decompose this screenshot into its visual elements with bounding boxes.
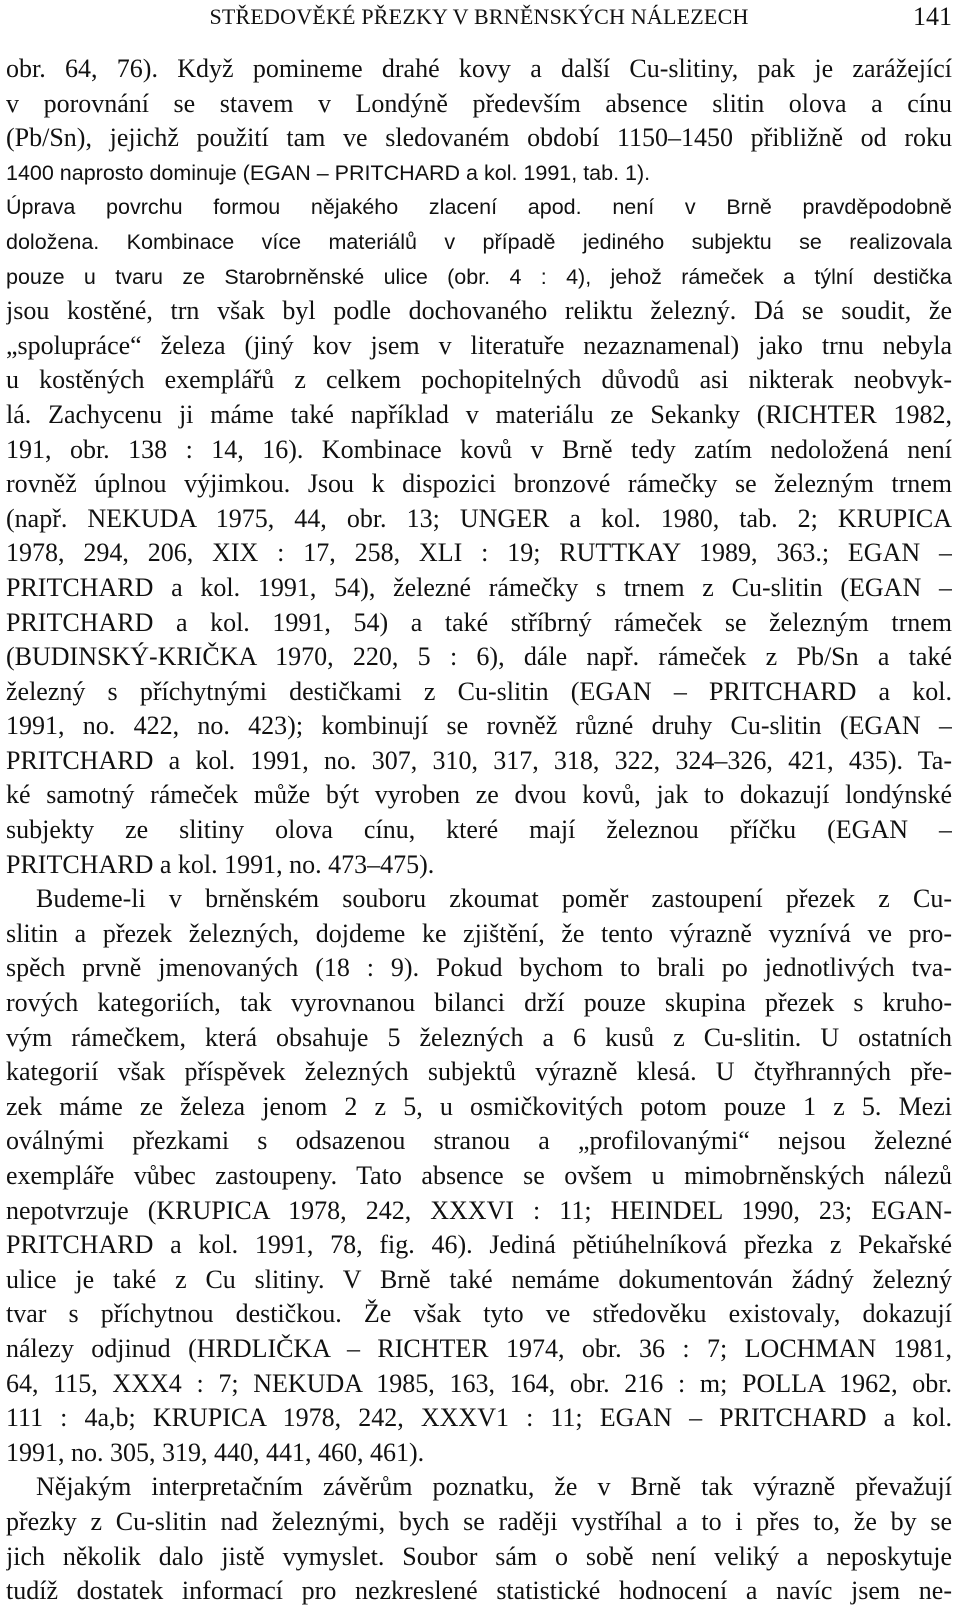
text-line: vým rámečkem, která obsahuje 5 železných a 6 kusů z Cu-slitin. U ostatních: [6, 1022, 952, 1052]
text-line: exempláře vůbec zastoupeny. Tato absence se ovšem u mimobrněnských nálezů: [6, 1161, 952, 1190]
text-line: Nějakým interpretačním závěrům poznatku, že v Brně tak výrazně převažují: [36, 1472, 952, 1502]
text-line: PRITCHARD a kol. 1991, 78, fig. 46). Jediná pětiúhelníková přezka z Pekařské: [6, 1230, 952, 1260]
text-line: PRITCHARD a kol. 1991, 54) a také stříbrný rámeček se železným trnem: [6, 607, 952, 637]
text-line: lá. Zachycenu ji máme také například v materiálu ze Sekanky (RICHTER 1982,: [6, 399, 952, 429]
running-title: STŘEDOVĚKÉ PŘEZKY V BRNĚNSKÝCH NÁLEZECH: [209, 4, 749, 29]
text-line: ulice je také z Cu slitiny. V Brně také nemáme dokumentován žádný železný: [6, 1264, 952, 1294]
text-line: Úprava povrchu formou nějakého zlacení apod. není v Brně pravděpodobně: [6, 195, 952, 220]
text-line: nepotvrzuje (KRUPICA 1978, 242, XXXVI : 11; HEINDEL 1990, 23; EGAN-: [6, 1195, 952, 1225]
text-line: 1978, 294, 206, XIX : 17, 258, XLI : 19; RUTTKAY 1989, 363.; EGAN –: [6, 538, 952, 568]
text-line: 191, obr. 138 : 14, 16). Kombinace kovů v Brně tedy zatím nedoložená není: [6, 434, 952, 464]
text-line: tvar s příchytnou destičkou. Že však tyto ve středověku existovaly, dokazují: [6, 1299, 952, 1329]
text-line: slitin a přezek železných, dojdeme ke zjištění, že tento výrazně vyznívá ve pro-: [6, 918, 952, 948]
text-line: u kostěných exemplářů z celkem pochopitelných důvodů asi nikterak neobvyk-: [6, 365, 952, 395]
text-line: ké samotný rámeček může být vyroben ze dvou kovů, jak to dokazují londýnské: [6, 780, 952, 810]
text-line: přezky z Cu-slitin nad železnými, bych se raději vystříhal a to i přes to, že by se: [6, 1506, 952, 1536]
text-line: PRITCHARD a kol. 1991, no. 307, 310, 317, 318, 322, 324–326, 421, 435). Ta-: [6, 745, 952, 775]
text-line: PRITCHARD a kol. 1991, 54), železné rámečky s trnem z Cu-slitin (EGAN –: [6, 572, 952, 602]
text-line: (např. NEKUDA 1975, 44, obr. 13; UNGER a kol. 1980, tab. 2; KRUPICA: [6, 503, 952, 533]
text-line: rových kategoriích, tak vyrovnanou bilanci drží pouze skupina přezek s kruho-: [6, 988, 952, 1018]
page-number: 141: [913, 2, 952, 31]
text-line: jsou kostěné, trn však byl podle dochovaného reliktu železný. Dá se soudit, že: [6, 296, 952, 326]
text-line: 1991, no. 305, 319, 440, 441, 460, 461).: [6, 1437, 425, 1467]
text-line: (Pb/Sn), jejichž použití tam ve sledovaném období 1150–1450 přibližně od roku: [6, 123, 952, 153]
text-line: Budeme-li v brněnském souboru zkoumat poměr zastoupení přezek z Cu-: [36, 884, 952, 914]
text-line: 1400 naprosto dominuje (EGAN – PRITCHARD a kol. 1991, tab. 1).: [6, 160, 651, 185]
text-line: PRITCHARD a kol. 1991, no. 473–475).: [6, 849, 435, 879]
text-line: pouze u tvaru ze Starobrněnské ulice (obr. 4 : 4), jehož rámeček a týlní destička: [6, 264, 952, 289]
text-line: doložena. Kombinace více materiálů v případě jediného subjektu se realizovala: [6, 229, 952, 254]
text-line: zek máme ze železa jenom 2 z 5, u osmičkovitých potom pouze 1 z 5. Mezi: [6, 1091, 952, 1121]
page-header: [6, 2, 952, 36]
text-line: kategorií však příspěvek železných subjektů výrazně klesá. U čtyřhranných pře-: [6, 1057, 952, 1087]
text-line: rovněž úplnou výjimkou. Jsou k dispozici bronzové rámečky se železným trnem: [6, 469, 952, 499]
text-line: 111 : 4a,b; KRUPICA 1978, 242, XXXV1 : 11; EGAN – PRITCHARD a kol.: [6, 1403, 952, 1433]
text-line: „spolupráce“ železa (jiný kov jsem v literatuře nezaznamenal) jako trnu nebyla: [6, 330, 952, 360]
text-line: 1991, no. 422, no. 423); kombinují se rovněž různé druhy Cu-slitin (EGAN –: [6, 711, 952, 741]
text-line: (BUDINSKÝ-KRIČKA 1970, 220, 5 : 6), dále např. rámeček z Pb/Sn a také: [6, 642, 952, 672]
text-line: železný s příchytnými destičkami z Cu-slitin (EGAN – PRITCHARD a kol.: [6, 676, 952, 706]
text-line: subjekty ze slitiny olova cínu, které mají železnou příčku (EGAN –: [6, 815, 952, 845]
text-line: 64, 115, XXX4 : 7; NEKUDA 1985, 163, 164, obr. 216 : m; POLLA 1962, obr.: [6, 1368, 952, 1398]
text-line: nálezy odjinud (HRDLIČKA – RICHTER 1974, obr. 36 : 7; LOCHMAN 1981,: [6, 1333, 952, 1363]
book-page: [6, 0, 952, 1606]
text-line: spěch prvně jmenovaných (18 : 9). Pokud bychom to brali po jednotlivých tva-: [6, 953, 952, 983]
text-line: obr. 64, 76). Když pomineme drahé kovy a další Cu-slitiny, pak je zarážející: [6, 54, 952, 83]
text-line: v porovnání se stavem v Londýně především absence slitin olova a cínu: [6, 88, 952, 118]
body-text: [6, 52, 952, 1609]
text-line: oválnými přezkami s odsazenou stranou a „profilovanými“ nejsou železné: [6, 1126, 952, 1156]
text-line: jich několik dalo jistě vymyslet. Soubor sám o sobě není veliký a neposkytuje: [6, 1541, 952, 1571]
text-line: tudíž dostatek informací pro nezkreslené statistické hodnocení a navíc jsem ne-: [6, 1576, 952, 1606]
